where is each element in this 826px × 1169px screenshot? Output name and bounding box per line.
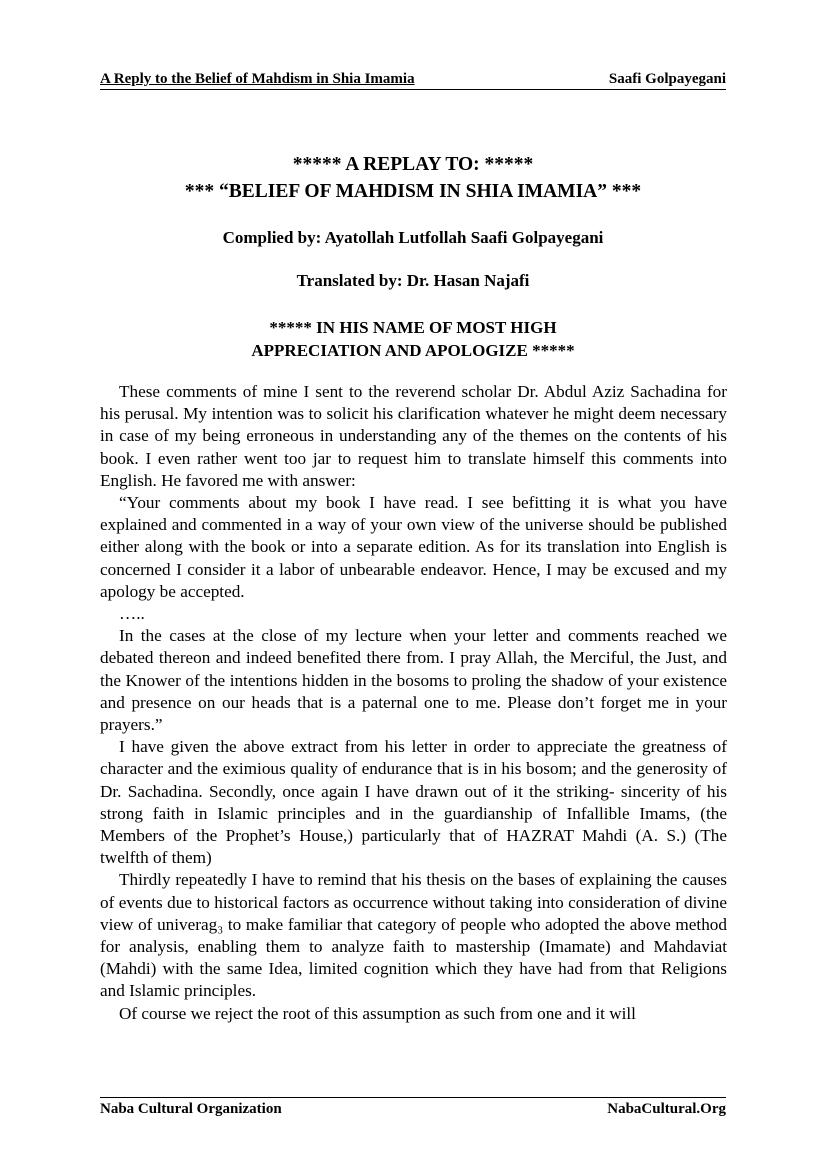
section-heading [100, 316, 726, 362]
translated-by: Translated by: Dr. Hasan Najafi [296, 271, 530, 290]
page-footer [100, 1097, 726, 1118]
document-title [100, 151, 726, 205]
compiled-by: Complied by: Ayatollah Lutfollah Saafi Golpayegani [222, 228, 604, 247]
paragraph: Thirdly repeatedly I have to remind that his thesis on the bases of explaining the causes of events due to historical factors as occurrence without taking into consideration of divine view of univerag₃ to make familiar that category of people who adopted the above method for analysis, enabling them to analyze faith to mastership (Imamate) and Mahdaviat (Mahdi) with the same Idea, limited cognition which they have had from that Religions and Islamic principles. [100, 870, 727, 1001]
footer-organization: Naba Cultural Organization [100, 1101, 282, 1117]
header-title: A Reply to the Belief of Mahdism in Shia Imamia [100, 71, 415, 87]
paragraph: In the cases at the close of my lecture when your letter and comments reached we debated thereon and indeed benefited there from. I pray Allah, the Merciful, the Just, and the Knower of the intentions hidden in the bosoms to proling the shadow of your existence and presence on our heads that is a paternal one to me. Please don’t forget me in your prayers.” [100, 626, 727, 735]
title-line-1: ***** A REPLAY TO: ***** [292, 154, 534, 175]
paragraph: These comments of mine I sent to the reverend scholar Dr. Abdul Aziz Sachadina for his perusal. My intention was to solicit his clarification whatever he might deem necessary in case of my being erroneous in understanding any of the themes on the contents of his book. I even rather went too jar to request him to translate himself this comments into English. He favored me with answer: [100, 382, 727, 490]
ellipsis-line: ….. [119, 604, 145, 624]
section-heading-line-1: ***** IN HIS NAME OF MOST HIGH [269, 318, 557, 337]
footer-website: NabaCultural.Org [607, 1101, 726, 1117]
title-line-2: *** “BELIEF OF MAHDISM IN SHIA IMAMIA” *** [184, 181, 642, 202]
body-text [100, 381, 727, 1025]
paragraph: “Your comments about my book I have read. I see befitting it is what you have explained and commented in a way of your own view of the universe should be published either along with the book or into a separate edition. As for its translation into English is concerned I consider it a labor of unbearable endeavor. Hence, I may be excused and my apology be accepted. [100, 493, 727, 601]
paragraph: Of course we reject the root of this assumption as such from one and it will [119, 1003, 636, 1023]
section-heading-line-2: APPRECIATION AND APOLOGIZE ***** [251, 341, 575, 360]
page-header [100, 70, 726, 90]
paragraph: I have given the above extract from his letter in order to appreciate the greatness of character and the eximious quality of endurance that is in his bosom; and the generosity of Dr. Sachadina. Secondly, once again I have drawn out of it the striking- sincerity of his strong faith in Islamic principles and in the guardianship of Infallible Imams, (the Members of the Prophet’s House,) particularly that of HAZRAT Mahdi (A. S.) (The twelfth of them) [100, 737, 727, 868]
header-author: Saafi Golpayegani [608, 71, 726, 87]
